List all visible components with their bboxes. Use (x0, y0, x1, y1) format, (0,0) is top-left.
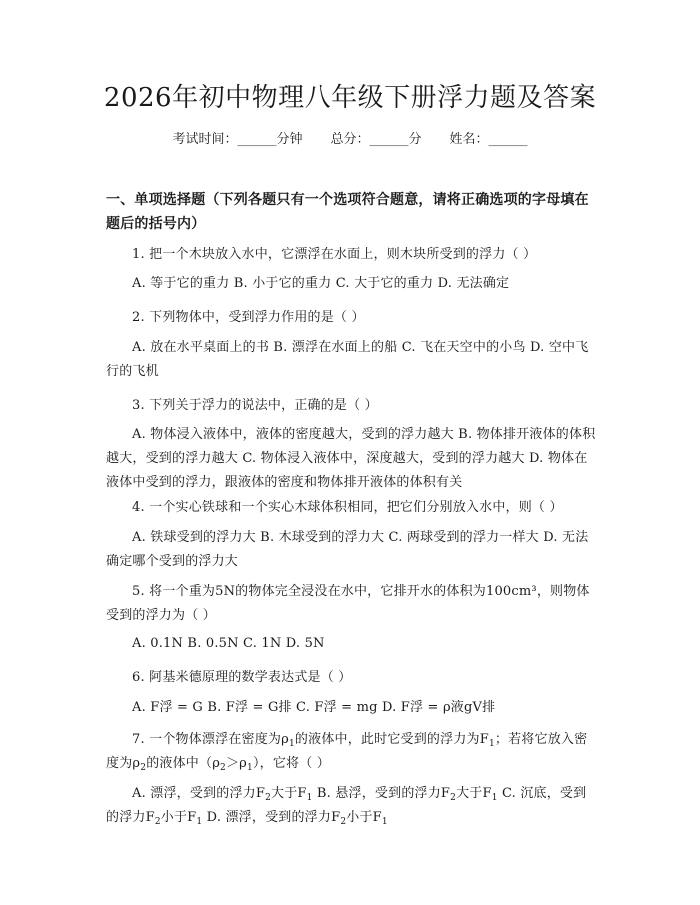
score-unit: 分 (408, 132, 422, 147)
question-options-6: A. F浮 = G B. F浮 = G排 C. F浮 = mg D. F浮 = ρ液gV排 (132, 700, 496, 715)
question-options-3: A. 物体浸入液体中，液体的密度越大，受到的浮力越大 B. 物体排开液体的体积越大，受到的浮力越大 C. 物体浸入液体中，深度越大，受到的浮力越大 D. 物体在液体中受到的浮力，跟液体的密度和物体排开液体的体积有关 (106, 427, 596, 490)
section-heading: 一、单项选择题（下列各题只有一个选项符合题意，请将正确选项的字母填在题后的括号内） (106, 192, 589, 232)
question-stem-3: 3. 下列关于浮力的说法中，正确的是（ ） (132, 398, 378, 413)
question-options-1: A. 等于它的重力 B. 小于它的重力 C. 大于它的重力 D. 无法确定 (132, 276, 510, 291)
name-label: 姓名： (449, 132, 489, 147)
question-options-7: A. 漂浮，受到的浮力$F_2$大于$F_1$ B. 悬浮，受到的浮力$F_2$大于$F_1$ C. 沉底，受到的浮力$F_2$小于$F_1$ D. 漂浮，受到的浮力$F_2$小于$F_1$ (106, 786, 587, 827)
question-options-4: A. 铁球受到的浮力大 B. 木球受到的浮力大 C. 两球受到的浮力一样大 D. 无法确定哪个受到的浮力大 (106, 530, 589, 569)
page-title: 2026年初中物理八年级下册浮力题及答案 (103, 83, 597, 113)
time-label: 考试时间： (172, 132, 238, 147)
question-stem-6: 6. 阿基米德原理的数学表达式是（ ） (132, 670, 352, 685)
exam-meta (0, 130, 700, 150)
question-stem-5: 5. 将一个重为5N的物体完全浸没在水中，它排开水的体积为100cm³，则物体受到的浮力为（ ） (106, 584, 590, 623)
score-blank: ______ (369, 132, 409, 147)
score-label: 总分： (330, 132, 370, 147)
question-stem-7: 7. 一个物体漂浮在密度为$\rho_1$的液体中，此时它受到的浮力为$F_1$；若将它放入密度为$\rho_2$的液体中$(\rho_2>\rho_1)$，它将（ ） (106, 732, 588, 773)
question-options-5: A. 0.1N B. 0.5N C. 1N D. 5N (132, 636, 325, 651)
question-stem-2: 2. 下列物体中，受到浮力作用的是（ ） (132, 310, 365, 325)
question-stem-4: 4. 一个实心铁球和一个实心木球体积相同，把它们分别放入水中，则（ ） (132, 500, 563, 515)
name-blank: ______ (488, 132, 528, 147)
time-unit: 分钟 (276, 132, 303, 147)
time-blank: ______ (237, 132, 277, 147)
question-stem-1: 1. 把一个木块放入水中，它漂浮在水面上，则木块所受到的浮力（ ） (132, 247, 537, 262)
question-options-2: A. 放在水平桌面上的书 B. 漂浮在水面上的船 C. 飞在天空中的小鸟 D. 空中飞行的飞机 (106, 340, 589, 379)
